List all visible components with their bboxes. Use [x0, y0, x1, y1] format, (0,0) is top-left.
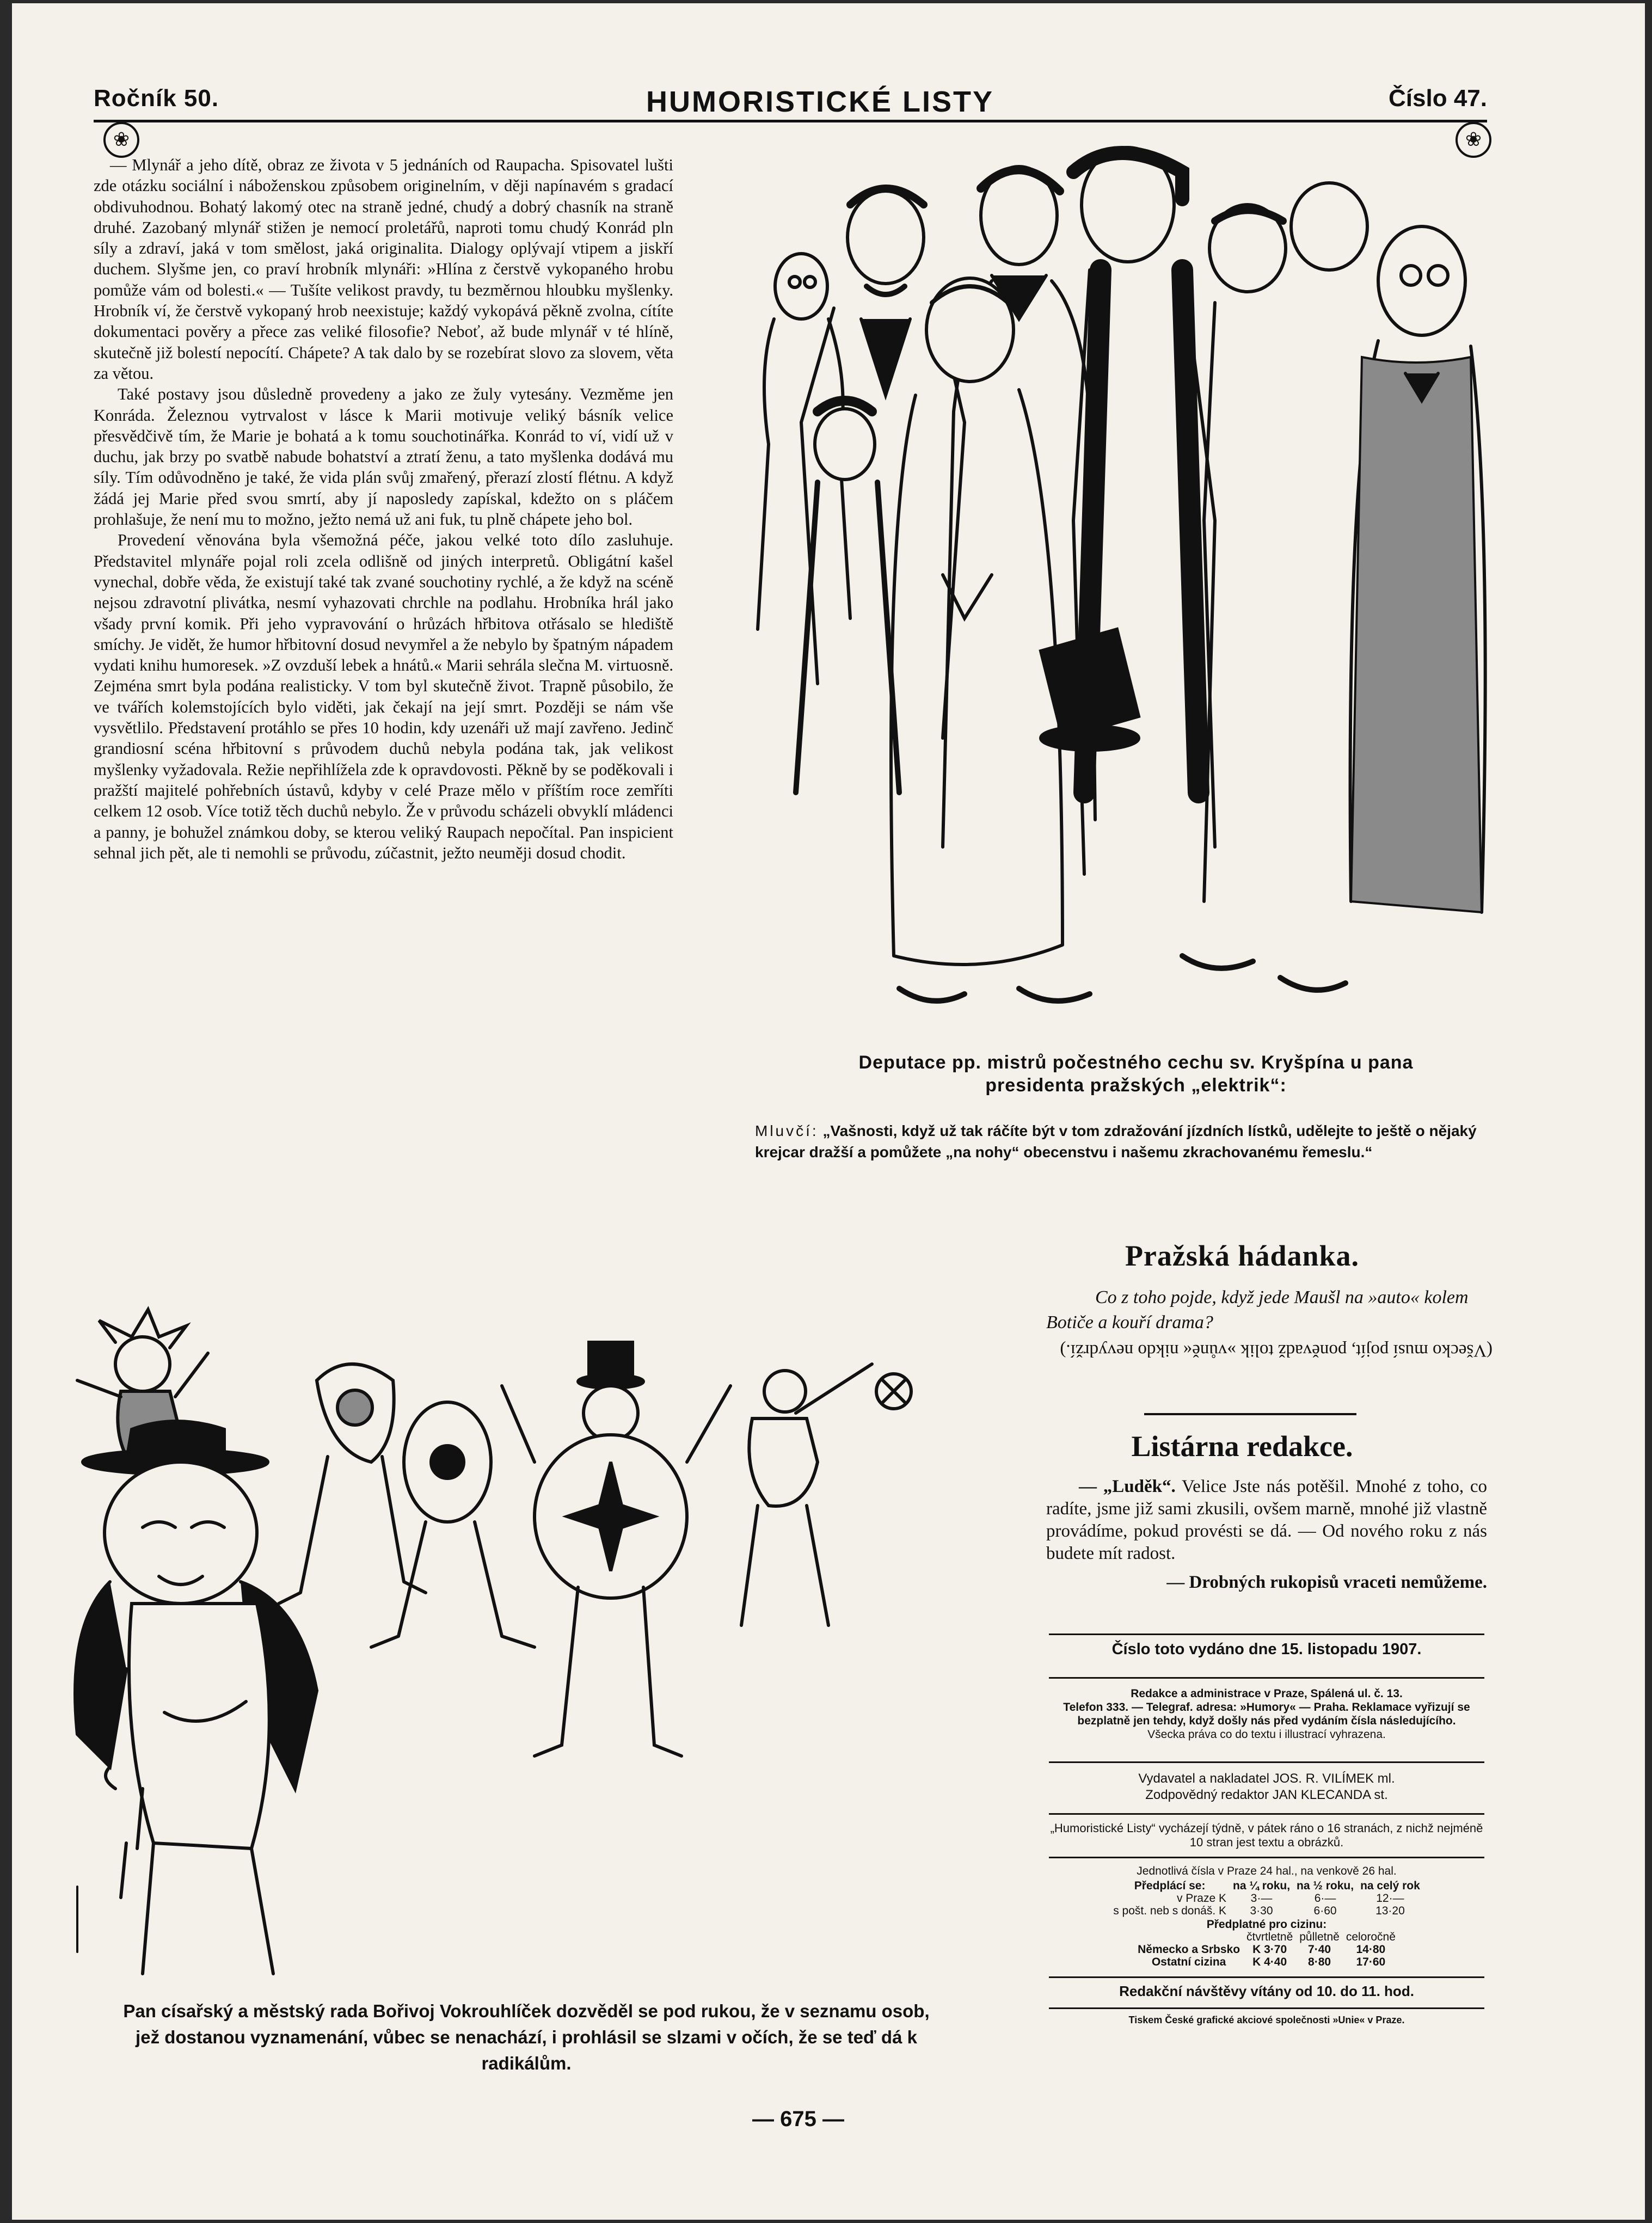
deputation-caption-line-1: Deputace pp. mistrů počestného cechu sv. Kryšpína u pana [858, 1052, 1414, 1073]
imprint-rule [1049, 1813, 1484, 1815]
price-cell: čtvrtletně [1246, 1931, 1293, 1943]
price-cell: 6·— [1314, 1892, 1336, 1905]
masthead-title: HUMORISTICKÉ LISTY [646, 85, 994, 118]
article-paragraph: Provedení věnována byla všemožná péče, jakou velké toto dílo zasluhuje. Představitel mlynáře pojal roli zcela odlišně od jiných interpretů. Obligátní kašel vynechal, dobře věda, že existují také tak zvané souchotiny rychlé, a že když na scéně nejsou zdravotní plivátka, nesmí vyhazovati chrchle na podlahu. Hrobníka hrál jako všady první komik. Při jeho vypravování o hrůzách hřbitova otřásalo se hlediště smíchy. Je vidět, že humor hřbitovní dosud nevymřel a že nebylo by špatným nápadem vydati knihu humoresek. »Z ovzduší lebek a hnátů.« Marii sehrála slečna M. virtuosně. Zejména smrt byla podána realisticky. V tom byl skutečně život. Trapně působilo, že ve tvářích kolemstojících bylo viděti, jak čekají na její smrt. Později se nám vše vysvětlilo. Představení protáhlo se přes 10 hodin, kdy uzenáři už mají zavřeno. Jedinč grandiosní scéna hřbitovní s průvodem duchů nebyla podána tak, jak velikost myšlenky vyžadovala. Režie nepřihlížela zde k opravdovosti. Pěkně by se poděkovali i pražští majitelé pohřebních ústavů, kdyby v celé Praze mělo v příštím roce zemříti celkem 12 osob. Více totiž těch duchů nebylo. Že v průvodu scházeli obvyklí mládenci a panny, je bohužel známkou doby, se kterou veliký Raupach nepočítal. Pan inspicient sehnal jich pět, ale ti nemohli se průvodu, zúčastnit, ježto neuměji dosud chodit. [94, 531, 673, 862]
price-cell: celoročně [1346, 1931, 1396, 1943]
price-cell: Ostatní cizina [1151, 1956, 1226, 1968]
riddle-question-text: Co z toho pojde, když jede Maušl na »auto« kolem Botiče a kouří drama? [1046, 1287, 1469, 1332]
issue-number: Číslo 47. [1389, 85, 1487, 112]
price-cell: 13·20 [1375, 1905, 1405, 1917]
price-cell: půlletně [1299, 1931, 1340, 1943]
riddle-title: Pražská hádanka. [1125, 1239, 1360, 1272]
ornament-left-icon: ❀ [103, 122, 139, 158]
figure-white-coat [891, 278, 1063, 965]
speaker-quote [755, 1120, 1501, 1163]
letters-column-title: Listárna redakce. [1131, 1430, 1353, 1463]
ornament-right-icon: ❀ [1456, 122, 1491, 158]
price-cell [1134, 1931, 1243, 1943]
price-cell: Německo a Srbsko [1138, 1943, 1240, 1956]
publisher-line: Vydavatel a nakladatel JOS. R. VILÍMEK ml. [1138, 1771, 1395, 1786]
imprint-rule [1049, 2007, 1484, 2009]
letter-reply: Velice Jste nás potěšil. Mnohé z toho, co radíte, jsme již sami zkusili, ovšem marně, mnohé již vlastně provádíme, pokud provésti se dá. — Od nového roku z nás budete mít radost. [1046, 1477, 1488, 1563]
deputation-caption [758, 1051, 1514, 1097]
editorial-office [1049, 1687, 1484, 1741]
manuscripts-notice: — Drobných rukopisů vraceti nemůžeme. [1166, 1573, 1487, 1592]
domestic-price-table [1110, 1880, 1423, 1917]
price-cell: 8·80 [1308, 1956, 1331, 1968]
riddle-question [1046, 1285, 1493, 1335]
councillor-caption: Pan císařský a městský rada Bořivoj Vokrouhlíček dozvěděl se pod rukou, že v seznamu osob, jež dostanou vyznamenání, vůbec se nenachází, i prohlásil se slzami v očích, že se teď dá k radikálům. [123, 2001, 930, 2073]
deputation-caption-line-2: presidenta pražských „elektrik“: [985, 1075, 1287, 1096]
price-cell: 6·60 [1313, 1905, 1337, 1917]
issue-date: Číslo toto vydáno dne 15. listopadu 1907. [1111, 1641, 1422, 1658]
imprint-rule [1049, 1634, 1484, 1635]
price-cell: 12·— [1376, 1892, 1404, 1905]
page-number: — 675 — [752, 2107, 844, 2131]
article-paragraph: Také postavy jsou důsledně provedeny a jako ze žuly vytesány. Vezměme jen Konráda. Železnou vytrvalost v lásce k Marii motivuje veliký básník velice přesvědčivě tím, že Marie je bohatá a k tomu souchotinářka. Konrád to ví, vidí už v duchu, jak brzy po svatbě nabude bohatství a ztratí ženu, a tato myšlenka dodává mu síly. Tím odůvodněno je také, že vida plán svůj zmařený, přerazí zlostí flétnu. A když žádá jej Marie před svou smrtí, aby jí naposledy zapískal, kdežto on s pláčem prohlašuje, že není mu to možno, ježto nemá už ani fuk, tu plně chápete jeho bol. [94, 385, 673, 529]
office-address: Redakce a administrace v Praze, Spálená ul. č. 13. [1131, 1687, 1403, 1700]
price-cell: Předplácí se: [1134, 1880, 1206, 1892]
foreign-price-table [1134, 1931, 1399, 1968]
medal-figure-top-hat [502, 1342, 730, 1756]
imprint-rule [1049, 1677, 1484, 1679]
medal-figure-right [741, 1364, 911, 1625]
rights-notice: Všecka práva co do textu i illustrací vyhrazena. [1147, 1728, 1386, 1741]
medal-figure-2 [371, 1402, 535, 1647]
price-cell: v Praze K [1176, 1892, 1226, 1905]
figure-dark-hair [1073, 148, 1215, 901]
price-cell: K 3·70 [1252, 1943, 1287, 1956]
figure-right-group [1204, 183, 1485, 912]
price-cell: 14·80 [1356, 1943, 1386, 1956]
volume-label: Ročník 50. [94, 85, 219, 112]
price-cell: 7·40 [1308, 1943, 1331, 1956]
price-cell: K 4·40 [1252, 1956, 1287, 1968]
publication-schedule: „Humoristické Listy“ vycházejí týdně, v pátek ráno o 16 stranách, z nichž nejméně 10 stran jest textu a obrázků. [1050, 1821, 1483, 1849]
price-cell: 3·— [1250, 1892, 1273, 1905]
letter-addressee: — „Luděk“. [1079, 1477, 1176, 1496]
riddle-answer-upside-down [1046, 1338, 1493, 1362]
newspaper-page [12, 3, 1645, 2220]
crying-man-figure [75, 1421, 317, 1974]
theatre-review-article [94, 155, 673, 863]
single-copy-price: Jednotlivá čísla v Praze 24 hal., na venkově 26 hal. [1137, 1865, 1397, 1877]
price-cell: s pošt. neb s donáš. K [1113, 1905, 1226, 1917]
price-cell: na celý rok [1360, 1880, 1420, 1892]
speaker-label: Mluvčí: [755, 1122, 819, 1139]
editor-line: Zodpovědný redaktor JAN KLECANDA st. [1145, 1788, 1388, 1802]
medal-figure-1 [279, 1364, 426, 1604]
imprint-rule [1049, 1976, 1484, 1978]
deputation-illustration [736, 139, 1498, 1037]
speaker-text: „Vašnosti, když už tak ráčíte být v tom zdražování jízdních lístků, udělejte to ještě o nějaký krejcar dražší a pomůžete „na nohy“ obecenstvu i našemu zkrachovanému řemeslu.“ [755, 1122, 1477, 1160]
header-rule [94, 120, 1487, 122]
price-cell: 3·30 [1250, 1905, 1273, 1917]
crying-councillor-illustration [45, 1299, 970, 1990]
price-cell: na ½ roku, [1297, 1880, 1354, 1892]
imprint-rule [1049, 1761, 1484, 1763]
riddle-answer-text: (Všecko musí pojít, poněvadž tolik »vůně« nikdo nevydrží.) [1060, 1341, 1493, 1360]
top-hat [1041, 629, 1139, 750]
subscription-prices [1049, 1865, 1484, 1968]
price-cell: 17·60 [1356, 1956, 1386, 1968]
section-divider [1144, 1413, 1356, 1415]
office-contacts: Telefon 333. — Telegraf. adresa: »Humory« — Praha. Reklamace vyřizují se bezplatně jen tehdy, když došly nás před vydáním čísla následujícího. [1063, 1701, 1470, 1727]
imprint-rule [1049, 1857, 1484, 1858]
letters-column [1046, 1476, 1487, 1594]
price-cell: na ¼ roku, [1233, 1880, 1291, 1892]
page-header [94, 85, 1487, 123]
visiting-hours: Redakční návštěvy vítány od 10. do 11. hod. [1119, 1983, 1414, 1999]
publisher-block [1049, 1771, 1484, 1803]
foreign-price-title: Předplatné pro cizinu: [1206, 1918, 1327, 1931]
printer-line: Tiskem České grafické akciové společnosti »Unie« v Praze. [1128, 2015, 1405, 2025]
article-paragraph: — Mlynář a jeho dítě, obraz ze života v 5 jednáních od Raupacha. Spisovatel lušti zde otázku sociální i náboženskou způsobem originelním, v ději napínavém s gradací obdivuhodnou. Bohatý lakomý otec na straně jedné, chudý a dobrý chasník na straně druhé. Zazobaný mlynář stižen je nemocí proletářů, naproti tomu chudý Konrád pln síly a zdraví, jaká v tom smělost, jaká originalita. Dialogy oplývají vtipem a jiskří duchem. Slyšme jen, co praví hrobník mlynáři: »Hlína z čerstvě vykopaného hrobu pomůže vám od bolesti.« — Tušíte velikost pravdy, tu bezměrnou hloubku myšlenky. Hrobník ví, že čerstvě vykopaný hrob neexistuje; každý vykopává pěkně zvolna, cítíte dokumentaci pověry a přece zas veliké filosofie? Neboť, až bude mlynář v té hlíně, skutečně již bolestí nepocítí. Chápete? A tak dalo by se rozebírat slovo za slovem, věta za větou. [94, 156, 673, 383]
